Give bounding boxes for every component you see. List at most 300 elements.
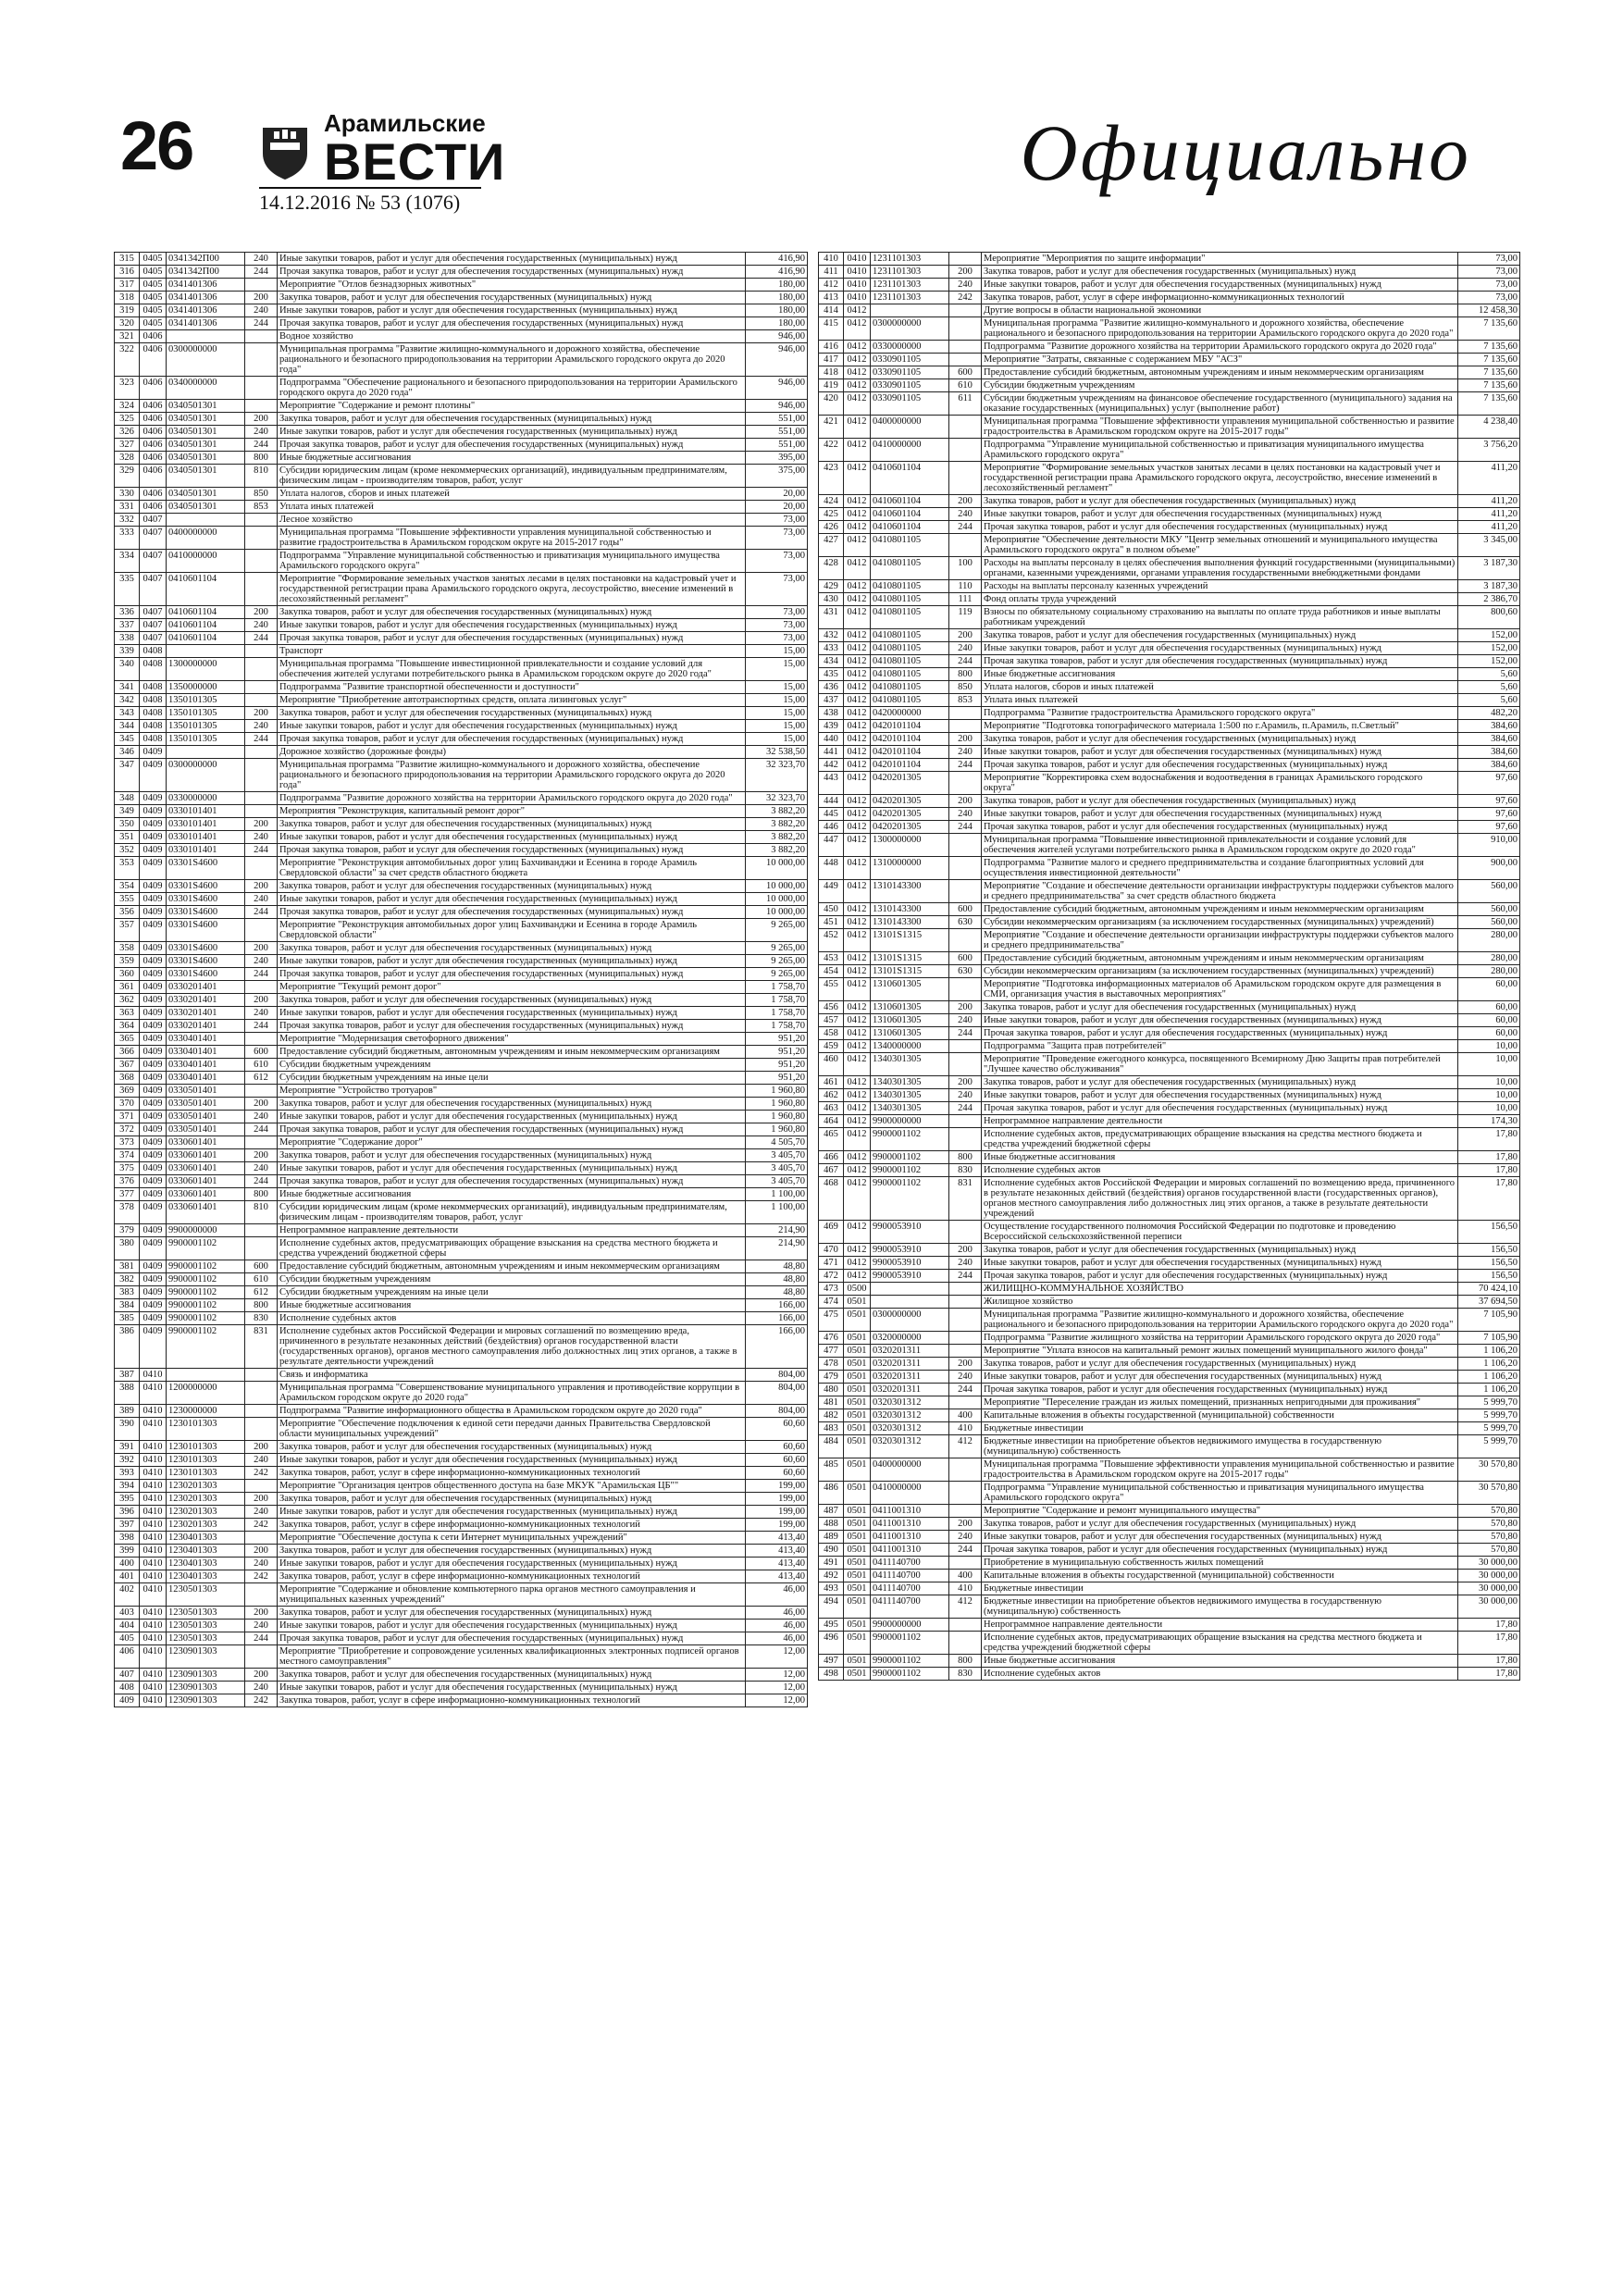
row-number: 476 bbox=[819, 1332, 844, 1345]
target-code: 0410801105 bbox=[871, 655, 949, 668]
row-number: 381 bbox=[115, 1260, 140, 1273]
row-amount: 32 538,50 bbox=[746, 746, 808, 759]
row-description: Иные закупки товаров, работ и услуг для обеспечения государственных (муниципальных) нужд bbox=[278, 1558, 746, 1570]
target-code: 03301S4600 bbox=[167, 968, 245, 981]
expense-type: 244 bbox=[245, 1123, 278, 1136]
table-row bbox=[115, 1369, 808, 1382]
row-description: Бюджетные инвестиции bbox=[982, 1582, 1458, 1595]
row-number: 385 bbox=[115, 1312, 140, 1325]
target-code: 0340501301 bbox=[167, 501, 245, 514]
section-code: 0410 bbox=[140, 1583, 167, 1607]
expense-type: 830 bbox=[245, 1312, 278, 1325]
section-code: 0501 bbox=[844, 1595, 871, 1619]
row-amount: 375,00 bbox=[746, 465, 808, 488]
row-number: 427 bbox=[819, 534, 844, 557]
row-number: 440 bbox=[819, 733, 844, 746]
section-code: 0406 bbox=[140, 452, 167, 465]
row-description: Уплата иных платежей bbox=[278, 501, 746, 514]
target-code: 9900000000 bbox=[871, 1619, 949, 1632]
table-row bbox=[819, 1505, 1520, 1518]
section-code: 0501 bbox=[844, 1309, 871, 1332]
row-amount: 951,20 bbox=[746, 1072, 808, 1085]
page-number: 26 bbox=[120, 107, 193, 184]
section-code: 0501 bbox=[844, 1518, 871, 1531]
row-amount: 413,40 bbox=[746, 1558, 808, 1570]
target-code: 0341401306 bbox=[167, 279, 245, 292]
section-code: 0501 bbox=[844, 1570, 871, 1582]
section-code: 0409 bbox=[140, 759, 167, 792]
row-amount: 17,80 bbox=[1458, 1177, 1520, 1221]
section-code: 0412 bbox=[844, 694, 871, 707]
row-description: Мероприятие "Содержание и ремонт муниципального имущества" bbox=[982, 1505, 1458, 1518]
row-amount: 30 000,00 bbox=[1458, 1557, 1520, 1570]
row-number: 363 bbox=[115, 1007, 140, 1020]
expense-type bbox=[949, 772, 982, 795]
row-description: Прочая закупка товаров, работ и услуг для обеспечения государственных (муниципальных) нужд bbox=[278, 968, 746, 981]
row-description: Бюджетные инвестиции bbox=[982, 1422, 1458, 1435]
target-code: 0341342П00 bbox=[167, 266, 245, 279]
expense-type bbox=[245, 343, 278, 377]
target-code: 0300000000 bbox=[167, 759, 245, 792]
table-row bbox=[819, 1076, 1520, 1089]
table-row bbox=[115, 1480, 808, 1493]
section-code: 0412 bbox=[844, 379, 871, 392]
section-code: 0409 bbox=[140, 968, 167, 981]
target-code: 9900001102 bbox=[167, 1237, 245, 1260]
target-code: 0330601401 bbox=[167, 1136, 245, 1149]
expense-type: 240 bbox=[245, 1620, 278, 1632]
row-description: Иные бюджетные ассигнования bbox=[278, 452, 746, 465]
section-code: 0409 bbox=[140, 1098, 167, 1111]
row-description: Мероприятие "Модернизация светофорного движения" bbox=[278, 1033, 746, 1046]
row-amount: 10,00 bbox=[1458, 1053, 1520, 1076]
row-number: 328 bbox=[115, 452, 140, 465]
row-description: Взносы по обязательному социальному страхованию на выплаты по оплате труда работников и иные выплаты работникам учреждений bbox=[982, 606, 1458, 629]
target-code: 0330601401 bbox=[167, 1149, 245, 1162]
section-code: 0412 bbox=[844, 508, 871, 521]
expense-type bbox=[245, 645, 278, 658]
table-row bbox=[115, 746, 808, 759]
row-number: 352 bbox=[115, 844, 140, 857]
target-code: 1230901303 bbox=[167, 1645, 245, 1669]
target-code: 9900001102 bbox=[167, 1286, 245, 1299]
table-row bbox=[819, 1595, 1520, 1619]
table-row bbox=[115, 317, 808, 330]
expense-type bbox=[245, 514, 278, 527]
section-code: 0409 bbox=[140, 844, 167, 857]
row-description: Закупка товаров, работ и услуг для обеспечения государственных (муниципальных) нужд bbox=[278, 1149, 746, 1162]
expense-type bbox=[245, 1583, 278, 1607]
row-description: Иные закупки товаров, работ и услуг для обеспечения государственных (муниципальных) нужд bbox=[982, 642, 1458, 655]
row-amount: 48,80 bbox=[746, 1273, 808, 1286]
target-code: 0410801105 bbox=[871, 593, 949, 606]
table-row bbox=[819, 978, 1520, 1001]
target-code: 1200000000 bbox=[167, 1382, 245, 1405]
section-code: 0412 bbox=[844, 655, 871, 668]
target-code: 1230901303 bbox=[167, 1694, 245, 1707]
section-code: 0409 bbox=[140, 792, 167, 805]
expense-type: 200 bbox=[245, 413, 278, 426]
row-description: Муниципальная программа "Развитие жилищно-коммунального и дорожного хозяйства, обеспечение рационального и безопасного природопользования на территории Арамильского городского округа до 2020 года" bbox=[278, 759, 746, 792]
expense-type: 831 bbox=[949, 1177, 982, 1221]
row-number: 396 bbox=[115, 1506, 140, 1519]
target-code: 1230201303 bbox=[167, 1506, 245, 1519]
expense-type: 610 bbox=[245, 1059, 278, 1072]
row-description: Дорожное хозяйство (дорожные фонды) bbox=[278, 746, 746, 759]
target-code: 0320201311 bbox=[871, 1384, 949, 1396]
target-code: 9900001102 bbox=[167, 1260, 245, 1273]
row-description: Иные бюджетные ассигнования bbox=[982, 668, 1458, 681]
row-number: 331 bbox=[115, 501, 140, 514]
row-amount: 411,20 bbox=[1458, 495, 1520, 508]
target-code: 0420101104 bbox=[871, 733, 949, 746]
row-description: Расходы на выплаты персоналу в целях обеспечения выполнения функций государственными (муниципальными) органами, казенными учреждениями, органами управления государственными внебюджетными фондами bbox=[982, 557, 1458, 580]
section-code: 0409 bbox=[140, 1325, 167, 1369]
row-number: 481 bbox=[819, 1396, 844, 1409]
row-description: Бюджетные инвестиции на приобретение объектов недвижимого имущества в государственную (муниципальную) собственность bbox=[982, 1595, 1458, 1619]
row-description: Закупка товаров, работ и услуг для обеспечения государственных (муниципальных) нужд bbox=[278, 1545, 746, 1558]
row-number: 349 bbox=[115, 805, 140, 818]
row-amount: 946,00 bbox=[746, 400, 808, 413]
target-code: 0330401401 bbox=[167, 1072, 245, 1085]
section-code: 0409 bbox=[140, 1123, 167, 1136]
target-code: 9900001102 bbox=[871, 1632, 949, 1655]
expense-type: 242 bbox=[245, 1570, 278, 1583]
target-code: 0420201305 bbox=[871, 795, 949, 808]
row-number: 447 bbox=[819, 834, 844, 857]
row-description: Субсидии бюджетным учреждениям bbox=[278, 1059, 746, 1072]
row-number: 408 bbox=[115, 1682, 140, 1694]
expense-type: 244 bbox=[245, 439, 278, 452]
row-description: Закупка товаров, работ и услуг для обеспечения государственных (муниципальных) нужд bbox=[278, 1098, 746, 1111]
table-row bbox=[115, 707, 808, 720]
expense-type: 610 bbox=[245, 1273, 278, 1286]
table-row bbox=[819, 1582, 1520, 1595]
row-number: 446 bbox=[819, 821, 844, 834]
section-code: 0409 bbox=[140, 1312, 167, 1325]
target-code: 0410801105 bbox=[871, 629, 949, 642]
table-row bbox=[819, 366, 1520, 379]
row-number: 490 bbox=[819, 1544, 844, 1557]
expense-type: 600 bbox=[245, 1046, 278, 1059]
row-description: Подпрограмма "Развитие дорожного хозяйства на территории Арамильского городского округа до 2020 года" bbox=[278, 792, 746, 805]
target-code: 0400000000 bbox=[871, 1458, 949, 1482]
row-number: 323 bbox=[115, 377, 140, 400]
row-number: 397 bbox=[115, 1519, 140, 1532]
section-code: 0406 bbox=[140, 413, 167, 426]
row-amount: 180,00 bbox=[746, 292, 808, 304]
expense-type: 800 bbox=[949, 1151, 982, 1164]
section-code: 0412 bbox=[844, 1270, 871, 1283]
table-row bbox=[819, 1221, 1520, 1244]
table-row bbox=[115, 720, 808, 733]
row-number: 376 bbox=[115, 1175, 140, 1188]
row-number: 467 bbox=[819, 1164, 844, 1177]
row-amount: 560,00 bbox=[1458, 880, 1520, 903]
expense-type: 200 bbox=[949, 266, 982, 279]
row-number: 335 bbox=[115, 573, 140, 606]
row-amount: 20,00 bbox=[746, 488, 808, 501]
row-description: Прочая закупка товаров, работ и услуг для обеспечения государственных (муниципальных) нужд bbox=[278, 439, 746, 452]
table-row bbox=[819, 606, 1520, 629]
section-code: 0412 bbox=[844, 1053, 871, 1076]
row-description: Иные закупки товаров, работ и услуг для обеспечения государственных (муниципальных) нужд bbox=[982, 508, 1458, 521]
expense-type bbox=[949, 341, 982, 354]
table-row bbox=[819, 1384, 1520, 1396]
row-number: 370 bbox=[115, 1098, 140, 1111]
row-number: 494 bbox=[819, 1595, 844, 1619]
expense-type: 240 bbox=[245, 619, 278, 632]
expense-type: 240 bbox=[245, 1162, 278, 1175]
budget-table-right bbox=[818, 252, 1520, 1681]
row-amount: 800,60 bbox=[1458, 606, 1520, 629]
target-code: 0420201305 bbox=[871, 772, 949, 795]
section-code: 0412 bbox=[844, 534, 871, 557]
section-code: 0409 bbox=[140, 942, 167, 955]
expense-type: 240 bbox=[949, 1531, 982, 1544]
row-amount: 70 424,10 bbox=[1458, 1283, 1520, 1296]
section-code: 0412 bbox=[844, 808, 871, 821]
expense-type: 240 bbox=[949, 1014, 982, 1027]
row-amount: 910,00 bbox=[1458, 834, 1520, 857]
target-code: 0330101401 bbox=[167, 831, 245, 844]
section-code: 0409 bbox=[140, 955, 167, 968]
row-amount: 10,00 bbox=[1458, 1102, 1520, 1115]
target-code: 0410000000 bbox=[167, 550, 245, 573]
row-description: Муниципальная программа "Повышение эффективности управления муниципальной собственностью и развитие градостроительства в Арамильском городском округе на 2015-2017 годы" bbox=[278, 527, 746, 550]
row-number: 435 bbox=[819, 668, 844, 681]
row-number: 369 bbox=[115, 1085, 140, 1098]
row-number: 342 bbox=[115, 694, 140, 707]
row-number: 324 bbox=[115, 400, 140, 413]
expense-type: 244 bbox=[949, 1544, 982, 1557]
expense-type: 244 bbox=[245, 317, 278, 330]
row-number: 468 bbox=[819, 1177, 844, 1221]
table-row bbox=[819, 720, 1520, 733]
row-number: 425 bbox=[819, 508, 844, 521]
row-description: Связь и информатика bbox=[278, 1369, 746, 1382]
target-code: 1340301305 bbox=[871, 1076, 949, 1089]
table-row bbox=[115, 1312, 808, 1325]
row-amount: 3 882,20 bbox=[746, 844, 808, 857]
row-description: Мероприятие "Создание и обеспечение деятельности организации инфраструктуры поддержки субъектов малого и среднего предпринимательства" за счет средств областного бюджета bbox=[982, 880, 1458, 903]
row-description: Бюджетные инвестиции на приобретение объектов недвижимого имущества в государственную (муниципальную) собственность bbox=[982, 1435, 1458, 1458]
row-amount: 384,60 bbox=[1458, 720, 1520, 733]
section-code: 0412 bbox=[844, 1177, 871, 1221]
target-code: 0340501301 bbox=[167, 426, 245, 439]
target-code: 0410000000 bbox=[871, 1482, 949, 1505]
expense-type: 810 bbox=[245, 465, 278, 488]
row-description: Мероприятие "Обеспечение деятельности МКУ "Центр земельных отношений и муниципального имущества Арамильского городского округа" в полном объеме" bbox=[982, 534, 1458, 557]
section-code: 0407 bbox=[140, 632, 167, 645]
target-code: 1231101303 bbox=[871, 292, 949, 304]
row-description: Мероприятие "Подготовка информационных материалов об Арамильском городском округе для размещения в СМИ, организация участия в выставочных мероприятиях" bbox=[982, 978, 1458, 1001]
expense-type: 610 bbox=[949, 379, 982, 392]
row-description: Мероприятие "Формирование земельных участков занятых лесами в целях постановки на кадастровый учет и государственной регистрации права Арамильского городского округа, лесоустройство, внесение изменений в лесохозяйственный регламент" bbox=[278, 573, 746, 606]
row-description: Иные закупки товаров, работ и услуг для обеспечения государственных (муниципальных) нужд bbox=[278, 1162, 746, 1175]
expense-type bbox=[245, 1645, 278, 1669]
expense-type: 200 bbox=[245, 942, 278, 955]
section-code: 0412 bbox=[844, 606, 871, 629]
table-row bbox=[819, 253, 1520, 266]
table-row bbox=[115, 452, 808, 465]
table-row bbox=[115, 426, 808, 439]
target-code bbox=[167, 330, 245, 343]
row-amount: 482,20 bbox=[1458, 707, 1520, 720]
table-row bbox=[819, 655, 1520, 668]
expense-type: 111 bbox=[949, 593, 982, 606]
expense-type bbox=[949, 1040, 982, 1053]
section-code: 0409 bbox=[140, 919, 167, 942]
table-row bbox=[115, 1237, 808, 1260]
row-description: Подпрограмма "Развитие дорожного хозяйства на территории Арамильского городского округа до 2020 года" bbox=[982, 341, 1458, 354]
row-amount: 7 135,60 bbox=[1458, 379, 1520, 392]
row-description: Исполнение судебных актов, предусматривающих обращение взыскания на средства местного бюджета и средства учреждений бюджетной сферы bbox=[982, 1632, 1458, 1655]
row-amount: 15,00 bbox=[746, 645, 808, 658]
row-number: 480 bbox=[819, 1384, 844, 1396]
section-code: 0407 bbox=[140, 527, 167, 550]
section-code: 0409 bbox=[140, 1059, 167, 1072]
section-code: 0412 bbox=[844, 1115, 871, 1128]
table-row bbox=[819, 694, 1520, 707]
row-description: Муниципальная программа "Повышение эффективности управления муниципальной собственностью и развитие градостроительства в Арамильском городском округе на 2015-2017 годы" bbox=[982, 416, 1458, 439]
row-description: Муниципальная программа "Совершенствование муниципального управления и противодействие коррупции в Арамильском городском округе до 2020 года" bbox=[278, 1382, 746, 1405]
table-row bbox=[819, 292, 1520, 304]
target-code: 1350101305 bbox=[167, 720, 245, 733]
row-amount: 3 405,70 bbox=[746, 1149, 808, 1162]
section-code: 0412 bbox=[844, 495, 871, 508]
expense-type bbox=[245, 981, 278, 994]
row-number: 492 bbox=[819, 1570, 844, 1582]
target-code: 03301S4600 bbox=[167, 857, 245, 880]
row-description: Иные закупки товаров, работ и услуг для обеспечения государственных (муниципальных) нужд bbox=[278, 1506, 746, 1519]
row-amount: 37 694,50 bbox=[1458, 1296, 1520, 1309]
target-code: 9900001102 bbox=[871, 1668, 949, 1681]
expense-type bbox=[949, 317, 982, 341]
section-code: 0409 bbox=[140, 1136, 167, 1149]
section-code: 0405 bbox=[140, 317, 167, 330]
target-code: 1310601305 bbox=[871, 1027, 949, 1040]
row-amount: 12 458,30 bbox=[1458, 304, 1520, 317]
section-code: 0409 bbox=[140, 893, 167, 906]
row-amount: 152,00 bbox=[1458, 642, 1520, 655]
section-code: 0412 bbox=[844, 1244, 871, 1257]
row-description: Муниципальная программа "Развитие жилищно-коммунального и дорожного хозяйства, обеспечение рационального и безопасного природопользования на территории Арамильского городского округа до 2020 года" bbox=[278, 343, 746, 377]
expense-type bbox=[245, 1136, 278, 1149]
target-code: 0411140700 bbox=[871, 1582, 949, 1595]
target-code: 9900000000 bbox=[871, 1115, 949, 1128]
section-code: 0410 bbox=[140, 1545, 167, 1558]
target-code: 9900053910 bbox=[871, 1244, 949, 1257]
section-code: 0412 bbox=[844, 521, 871, 534]
target-code: 0330901105 bbox=[871, 354, 949, 366]
expense-type: 240 bbox=[949, 808, 982, 821]
table-row bbox=[819, 1053, 1520, 1076]
row-description: Иные закупки товаров, работ и услуг для обеспечения государственных (муниципальных) нужд bbox=[982, 808, 1458, 821]
row-number: 405 bbox=[115, 1632, 140, 1645]
row-amount: 3 405,70 bbox=[746, 1162, 808, 1175]
row-amount: 7 135,60 bbox=[1458, 392, 1520, 416]
row-description: Прочая закупка товаров, работ и услуг для обеспечения государственных (муниципальных) нужд bbox=[278, 1123, 746, 1136]
expense-type: 800 bbox=[949, 668, 982, 681]
section-code: 0412 bbox=[844, 834, 871, 857]
table-row bbox=[115, 1682, 808, 1694]
target-code: 13101S1315 bbox=[871, 929, 949, 952]
target-code: 0320000000 bbox=[871, 1332, 949, 1345]
row-description: Мероприятие "Приобретение и сопровождение усиленных квалификационных электронных подписей органов местного самоуправления" bbox=[278, 1645, 746, 1669]
expense-type bbox=[245, 1237, 278, 1260]
row-amount: 804,00 bbox=[746, 1382, 808, 1405]
row-amount: 60,60 bbox=[746, 1441, 808, 1454]
expense-type: 200 bbox=[245, 1493, 278, 1506]
row-number: 336 bbox=[115, 606, 140, 619]
row-amount: 166,00 bbox=[746, 1325, 808, 1369]
row-description: Прочая закупка товаров, работ и услуг для обеспечения государственных (муниципальных) нужд bbox=[278, 266, 746, 279]
row-amount: 5 999,70 bbox=[1458, 1409, 1520, 1422]
row-number: 428 bbox=[819, 557, 844, 580]
row-amount: 10,00 bbox=[1458, 1040, 1520, 1053]
row-description: Субсидии бюджетным учреждениям на иные цели bbox=[278, 1286, 746, 1299]
section-code: 0407 bbox=[140, 514, 167, 527]
section-code: 0409 bbox=[140, 1007, 167, 1020]
table-row bbox=[115, 619, 808, 632]
target-code: 1350000000 bbox=[167, 681, 245, 694]
row-number: 477 bbox=[819, 1345, 844, 1358]
row-number: 433 bbox=[819, 642, 844, 655]
row-number: 426 bbox=[819, 521, 844, 534]
section-code: 0501 bbox=[844, 1458, 871, 1482]
row-number: 379 bbox=[115, 1224, 140, 1237]
row-description: Исполнение судебных актов Российской Федерации и мировых соглашений по возмещению вреда, причиненного в результате незаконных действий (бездействия) органов государственной власти (государственных органов), органов местного самоуправления либо должностных лиц этих органов, а также в результате деятельности учреждений bbox=[982, 1177, 1458, 1221]
section-code: 0408 bbox=[140, 733, 167, 746]
row-amount: 280,00 bbox=[1458, 952, 1520, 965]
section-code: 0412 bbox=[844, 1001, 871, 1014]
row-description: Исполнение судебных актов bbox=[278, 1312, 746, 1325]
section-code: 0412 bbox=[844, 903, 871, 916]
target-code: 0340501301 bbox=[167, 400, 245, 413]
table-row bbox=[819, 266, 1520, 279]
target-code: 0330201401 bbox=[167, 1007, 245, 1020]
section-code: 0405 bbox=[140, 253, 167, 266]
row-description: Мероприятие "Корректировка схем водоснабжения и водоотведения в границах Арамильского городского округа" bbox=[982, 772, 1458, 795]
row-description: Иные закупки товаров, работ и услуг для обеспечения государственных (муниципальных) нужд bbox=[278, 304, 746, 317]
row-amount: 9 265,00 bbox=[746, 955, 808, 968]
target-code: 0410601104 bbox=[167, 573, 245, 606]
expense-type bbox=[949, 978, 982, 1001]
row-number: 475 bbox=[819, 1309, 844, 1332]
row-number: 325 bbox=[115, 413, 140, 426]
target-code: 0340501301 bbox=[167, 465, 245, 488]
row-amount: 395,00 bbox=[746, 452, 808, 465]
target-code bbox=[167, 1369, 245, 1382]
row-amount: 411,20 bbox=[1458, 462, 1520, 495]
row-number: 358 bbox=[115, 942, 140, 955]
section-code: 0501 bbox=[844, 1655, 871, 1668]
target-code: 1300000000 bbox=[871, 834, 949, 857]
row-amount: 946,00 bbox=[746, 343, 808, 377]
table-row bbox=[115, 514, 808, 527]
table-row bbox=[819, 707, 1520, 720]
row-description: Прочая закупка товаров, работ и услуг для обеспечения государственных (муниципальных) нужд bbox=[278, 632, 746, 645]
row-number: 322 bbox=[115, 343, 140, 377]
section-code: 0410 bbox=[140, 1369, 167, 1382]
target-code: 1230501303 bbox=[167, 1583, 245, 1607]
expense-type: 612 bbox=[245, 1286, 278, 1299]
row-number: 392 bbox=[115, 1454, 140, 1467]
target-code bbox=[871, 1296, 949, 1309]
row-amount: 1 758,70 bbox=[746, 981, 808, 994]
row-description: Закупка товаров, работ и услуг для обеспечения государственных (муниципальных) нужд bbox=[982, 1358, 1458, 1371]
